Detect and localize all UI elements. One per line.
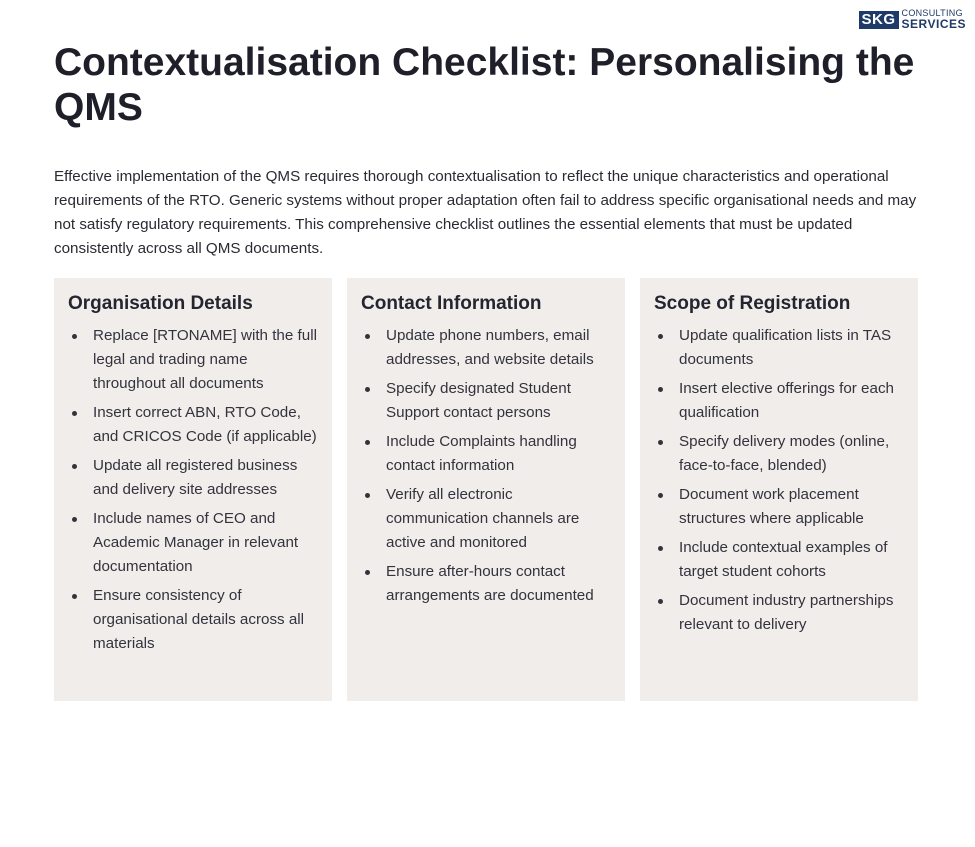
checklist [361, 324, 611, 608]
checklist-item: Specify designated Student Support contact persons [361, 377, 611, 425]
checklist-item: Include names of CEO and Academic Manager in relevant documentation [68, 507, 318, 579]
checklist-item: Document work placement structures where applicable [654, 483, 904, 531]
checklist-item: Verify all electronic communication channels are active and monitored [361, 483, 611, 555]
checklist-item: Ensure after-hours contact arrangements are documented [361, 560, 611, 608]
logo-mark: SKG [859, 11, 899, 29]
checklist [654, 324, 904, 637]
checklist-item: Insert elective offerings for each qualification [654, 377, 904, 425]
card-heading: Organisation Details [68, 293, 253, 314]
checklist-item: Insert correct ABN, RTO Code, and CRICOS Code (if applicable) [68, 401, 318, 449]
logo-text-bottom: SERVICES [901, 17, 966, 31]
checklist-item: Update phone numbers, email addresses, and website details [361, 324, 611, 372]
card-scope-of-registration [640, 278, 918, 701]
logo-text-top: CONSULTING [901, 8, 963, 18]
checklist-item: Update all registered business and delivery site addresses [68, 454, 318, 502]
checklist-item: Update qualification lists in TAS documents [654, 324, 904, 372]
page-title: Contextualisation Checklist: Personalising the QMS [54, 41, 915, 129]
card-heading: Scope of Registration [654, 293, 851, 314]
logo-wordmark [902, 9, 966, 30]
card-organisation-details [54, 278, 332, 701]
company-logo [859, 9, 966, 30]
card-heading: Contact Information [361, 293, 542, 314]
checklist-item: Specify delivery modes (online, face-to-face, blended) [654, 430, 904, 478]
checklist-item: Document industry partnerships relevant to delivery [654, 589, 904, 637]
checklist-cards [54, 278, 918, 701]
checklist-item: Include Complaints handling contact information [361, 430, 611, 478]
card-contact-information [347, 278, 625, 701]
checklist-item: Replace [RTONAME] with the full legal and trading name throughout all documents [68, 324, 318, 396]
checklist-item: Include contextual examples of target student cohorts [654, 536, 904, 584]
intro-paragraph: Effective implementation of the QMS requires thorough contextualisation to reflect the unique characteristics and operational requirements of the RTO. Generic systems without proper adaptation often fail to address specific organisational needs and may not satisfy regulatory requirements. This comprehensive checklist outlines the essential elements that must be updated consistently across all QMS documents. [54, 168, 917, 257]
checklist [68, 324, 318, 656]
checklist-item: Ensure consistency of organisational details across all materials [68, 584, 318, 656]
